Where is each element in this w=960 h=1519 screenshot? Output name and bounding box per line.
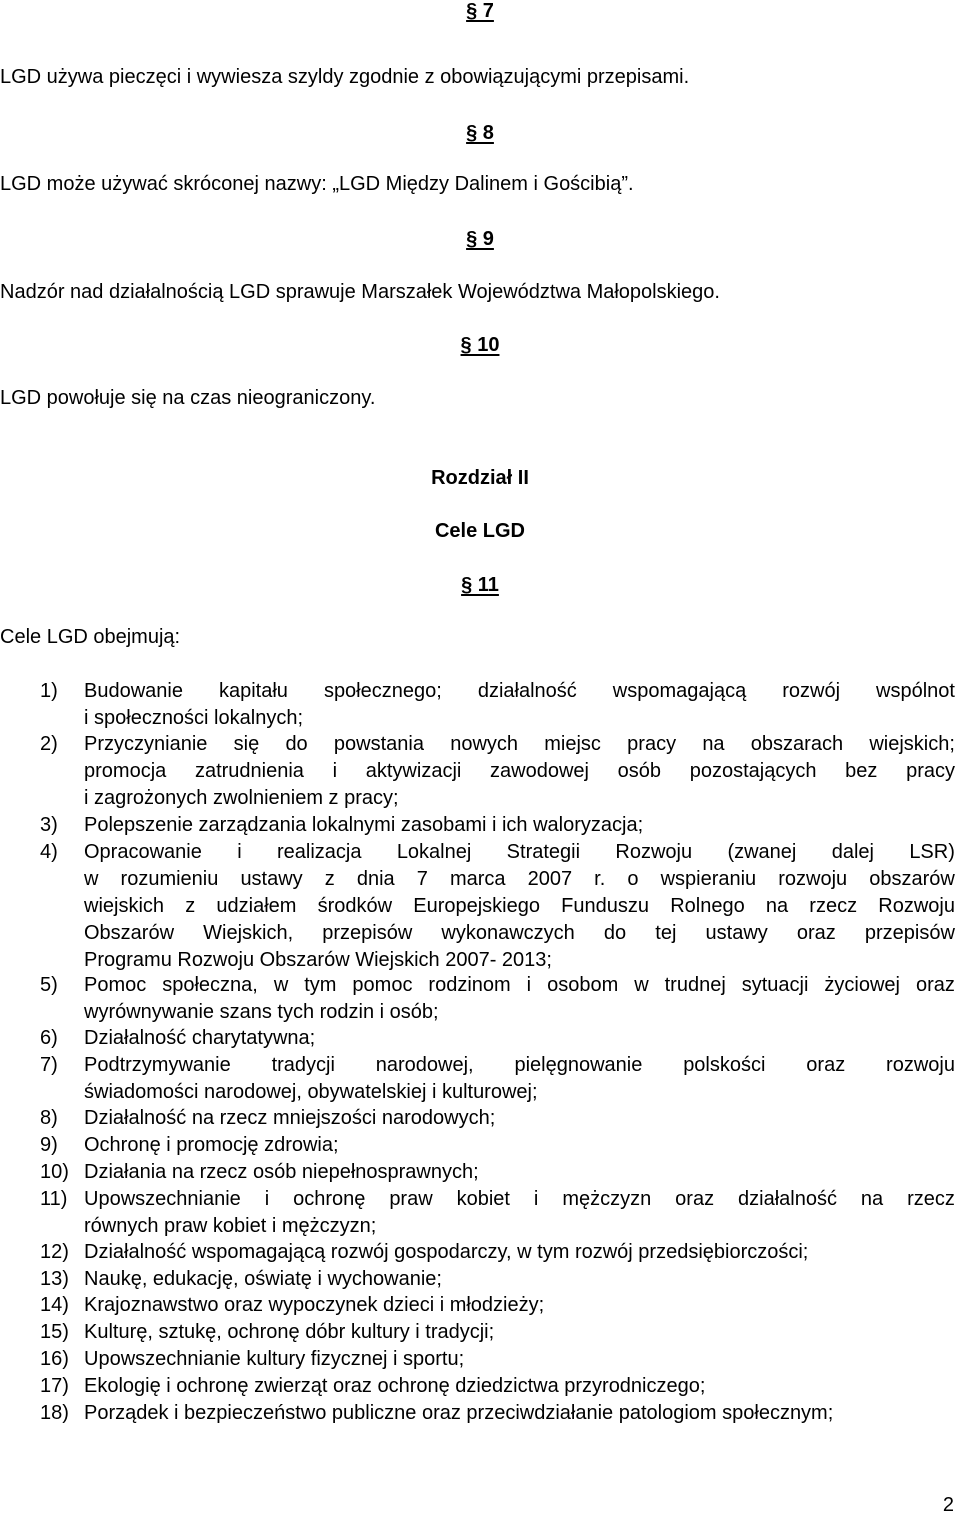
list-item-number: 8): [40, 1107, 58, 1129]
list-item-number: 12): [40, 1241, 69, 1263]
list-item-line: Działalność charytatywna;: [84, 1027, 316, 1049]
list-item-line: świadomości narodowej, obywatelskiej i kulturowej;: [84, 1081, 538, 1103]
list-item-line: Kulturę, sztukę, ochronę dóbr kultury i tradycji;: [84, 1321, 495, 1343]
list-item-line: Pomoc społeczna, w tym pomoc rodzinom i osobom w trudnej sytuacji życiowej oraz: [84, 974, 955, 996]
list-item-line: Obszarów Wiejskich, przepisów wykonawczych do tej ustawy oraz przepisów: [84, 922, 955, 944]
list-item-text: [84, 678, 955, 732]
section-7-heading: § 7: [466, 0, 494, 22]
list-item-text: [84, 1319, 955, 1346]
list-item-number: 4): [40, 841, 58, 863]
section-9-heading: § 9: [466, 228, 494, 250]
list-item-text: [84, 1025, 955, 1052]
chapter-title: Rozdział II: [431, 467, 529, 489]
list-item-line: równych praw kobiet i mężczyzn;: [84, 1215, 377, 1237]
list-item-number: 1): [40, 680, 58, 702]
list-item-text: [84, 1373, 955, 1400]
section-11-intro: Cele LGD obejmują:: [0, 626, 181, 648]
list-item-line: Działania na rzecz osób niepełnosprawnych;: [84, 1161, 479, 1183]
list-item-number: 10): [40, 1161, 69, 1183]
list-item-number: 14): [40, 1294, 69, 1316]
section-8-heading: § 8: [466, 122, 494, 144]
section-7-text: LGD używa pieczęci i wywiesza szyldy zgodnie z obowiązującymi przepisami.: [0, 66, 690, 88]
list-item-text: [84, 812, 955, 839]
list-item-line: Działalność na rzecz mniejszości narodowych;: [84, 1107, 496, 1129]
list-item-text: [84, 1346, 955, 1373]
list-item-text: [84, 1266, 955, 1293]
chapter-subtitle: Cele LGD: [434, 520, 526, 542]
list-item-number: 2): [40, 733, 58, 755]
list-item-line: promocja zatrudnienia i aktywizacji zawodowej osób pozostających bez pracy: [84, 760, 955, 782]
page-number: 2: [942, 1494, 954, 1516]
list-item-text: [84, 972, 955, 1026]
list-item-text: [84, 1159, 955, 1186]
list-item-number: 9): [40, 1134, 58, 1156]
list-item-number: 16): [40, 1348, 69, 1370]
list-item-text: [84, 1239, 955, 1266]
list-item-line: Upowszechnianie kultury fizycznej i sportu;: [84, 1348, 465, 1370]
list-item-line: Polepszenie zarządzania lokalnymi zasobami i ich waloryzacja;: [84, 814, 644, 836]
list-item-line: Programu Rozwoju Obszarów Wiejskich 2007- 2013;: [84, 949, 552, 971]
list-item-line: Porządek i bezpieczeństwo publiczne oraz przeciwdziałanie patologiom społecznym;: [84, 1402, 834, 1424]
section-8-text: LGD może używać skróconej nazwy: „LGD Między Dalinem i Gościbią”.: [0, 173, 634, 195]
list-item-number: 13): [40, 1268, 69, 1290]
list-item-text: [84, 1400, 955, 1427]
list-item-line: Działalność wspomagającą rozwój gospodarczy, w tym rozwój przedsiębiorczości;: [84, 1241, 809, 1263]
list-item-number: 11): [40, 1188, 68, 1210]
list-item-number: 5): [40, 974, 58, 996]
section-10-text: LGD powołuje się na czas nieograniczony.: [0, 387, 376, 409]
list-item-number: 7): [40, 1054, 58, 1076]
list-item-line: Przyczynianie się do powstania nowych miejsc pracy na obszarach wiejskich;: [84, 733, 955, 755]
list-item-number: 6): [40, 1027, 58, 1049]
list-item-text: [84, 1292, 955, 1319]
list-item-line: Budowanie kapitału społecznego; działalność wspomagającą rozwój wspólnot: [84, 680, 955, 702]
list-item-line: Podtrzymywanie tradycji narodowej, pielęgnowanie polskości oraz rozwoju: [84, 1054, 955, 1076]
list-item-text: [84, 839, 955, 974]
section-11-heading: § 11: [461, 574, 499, 596]
list-item-text: [84, 1105, 955, 1132]
list-item-number: 17): [40, 1375, 69, 1397]
list-item-line: wiejskich z udziałem środków Europejskiego Funduszu Rolnego na rzecz Rozwoju: [84, 895, 955, 917]
section-10-heading: § 10: [460, 334, 500, 356]
list-item-text: [84, 1052, 955, 1106]
list-item-line: w rozumieniu ustawy z dnia 7 marca 2007 r. o wspieraniu rozwoju obszarów: [84, 868, 955, 890]
list-item-line: wyrównywanie szans tych rodzin i osób;: [84, 1001, 439, 1023]
list-item-line: Opracowanie i realizacja Lokalnej Strategii Rozwoju (zwanej dalej LSR): [84, 841, 955, 863]
list-item-line: i społeczności lokalnych;: [84, 707, 303, 729]
list-item-line: Ochronę i promocję zdrowia;: [84, 1134, 339, 1156]
section-9-text: Nadzór nad działalnością LGD sprawuje Marszałek Województwa Małopolskiego.: [0, 281, 720, 303]
list-item-text: [84, 731, 955, 812]
list-item-text: [84, 1132, 955, 1159]
list-item-line: i zagrożonych zwolnieniem z pracy;: [84, 787, 399, 809]
list-item-text: [84, 1186, 955, 1240]
list-item-line: Upowszechnianie i ochronę praw kobiet i mężczyzn oraz działalność na rzecz: [84, 1188, 955, 1210]
list-item-line: Krajoznawstwo oraz wypoczynek dzieci i młodzieży;: [84, 1294, 545, 1316]
list-item-number: 3): [40, 814, 58, 836]
list-item-number: 18): [40, 1402, 69, 1424]
list-item-line: Naukę, edukację, oświatę i wychowanie;: [84, 1268, 442, 1290]
list-item-line: Ekologię i ochronę zwierząt oraz ochronę dziedzictwa przyrodniczego;: [84, 1375, 706, 1397]
list-item-number: 15): [40, 1321, 69, 1343]
